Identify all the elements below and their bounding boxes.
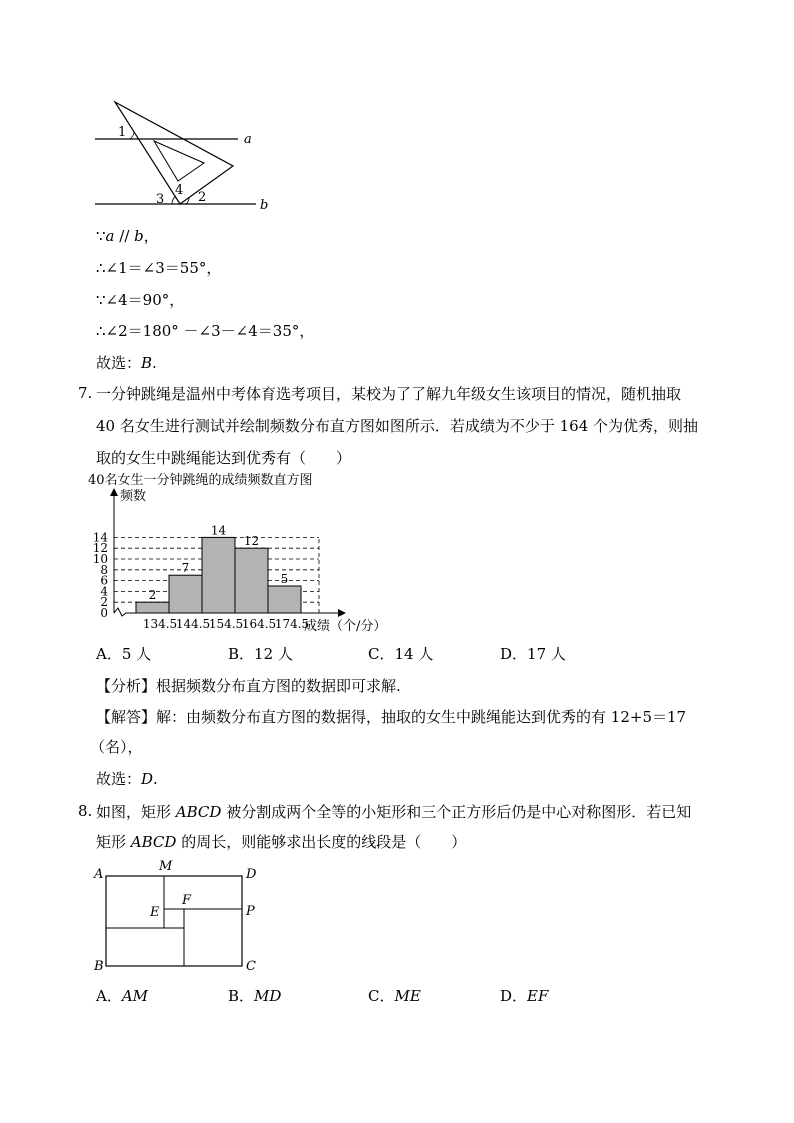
q6-step — [96, 320, 314, 341]
q7-option-d[interactable]: D．17 人 — [500, 645, 566, 663]
q6-step — [96, 257, 221, 278]
label-B: B — [94, 959, 104, 974]
x-tick-label: 144.5 — [175, 617, 211, 631]
q6-step-part: ∠1＝∠3＝55°， — [105, 259, 222, 277]
q6-step-part: // — [114, 227, 135, 245]
q8-text-line2: 矩形 ABCD 的周长，则能够求出长度的线段是（ ） — [96, 833, 467, 851]
x-axis-arrow — [338, 609, 346, 617]
histogram-bar — [202, 537, 235, 613]
q6-step-symbol: ∴ — [96, 259, 106, 277]
q6-answer-letter: B — [141, 354, 153, 372]
q8-option-d[interactable]: D．EF — [500, 987, 549, 1005]
y-tick-label: 6 — [100, 573, 108, 588]
q6-step-symbol: ∴ — [96, 322, 106, 340]
y-axis-arrow — [110, 488, 118, 496]
q7-text-line3: 取的女生中跳绳能达到优秀有（ ） — [96, 449, 352, 467]
chart-title: 40名女生一分钟跳绳的成绩频数直方图 — [88, 473, 313, 488]
y-tick-label: 12 — [92, 541, 108, 556]
x-tick-label: 174.5 — [274, 617, 310, 631]
angle-label-4: 4 — [175, 183, 184, 198]
q6-figure — [90, 96, 280, 216]
y-tick-label: 14 — [92, 530, 108, 545]
angle-label-3: 3 — [156, 192, 165, 207]
q7-text-line1: 一分钟跳绳是温州中考体育选考项目，某校为了了解九年级女生该项目的情况，随机抽取 — [96, 385, 682, 403]
bar-value-label: 2 — [148, 588, 157, 603]
rectangle-abcd — [106, 876, 242, 966]
y-tick-label: 4 — [100, 584, 108, 599]
label-D: D — [246, 867, 257, 882]
q6-step-part: ∠4＝90°， — [105, 291, 185, 309]
bar-value-label: 12 — [243, 534, 260, 549]
y-tick-label: 2 — [100, 595, 108, 610]
q7-answer-letter: D — [141, 770, 154, 788]
label-E: E — [150, 905, 160, 920]
q8-option-b[interactable]: B．MD — [228, 987, 282, 1005]
histogram-bar — [169, 575, 202, 613]
q6-step-part: ∠2＝180° －∠3－∠4＝35°， — [105, 322, 315, 340]
q7-number: 7. — [78, 384, 93, 402]
label-A: A — [94, 867, 104, 882]
label-C: C — [246, 959, 256, 974]
y-tick-label: 10 — [92, 552, 108, 566]
chart-xlabel: 成绩（个/分） — [304, 619, 387, 634]
histogram-bar — [235, 548, 268, 613]
bar-value-label: 5 — [280, 572, 289, 586]
q6-step-symbol: ∵ — [96, 291, 106, 309]
label-M: M — [159, 859, 173, 874]
label-P: P — [246, 904, 255, 919]
bar-value-label: 7 — [181, 561, 190, 576]
q6-step — [96, 225, 159, 246]
histogram-bar — [268, 586, 301, 613]
q7-answer: 故选：D. — [96, 770, 158, 788]
chart-ylabel: 频数 — [120, 489, 147, 504]
q6-step-part: b — [134, 227, 144, 245]
y-tick-label: 0 — [100, 606, 108, 620]
q8-rectangle-figure — [88, 856, 268, 978]
solution-tag: 【解答】 — [96, 708, 157, 726]
q7-histogram — [86, 468, 406, 638]
analysis-tag: 【分析】 — [96, 677, 157, 695]
q6-step-part: a — [105, 227, 115, 245]
q7-solution-line1: 【解答】解：由频数分布直方图的数据得，抽取的女生中跳绳能达到优秀的有 12+5＝17 — [96, 708, 687, 726]
q7-text-line2: 40 名女生进行测试并绘制频数分布直方图如图所示．若成绩为不少于 164 个为优秀，则抽 — [96, 417, 699, 435]
line-label-a: a — [244, 132, 252, 147]
histogram-bar — [136, 602, 169, 613]
q8-number: 8. — [78, 802, 93, 820]
q8-text-line1: 如图，矩形 ABCD 被分割成两个全等的小矩形和三个正方形后仍是中心对称图形．若已知 — [96, 803, 692, 821]
q7-analysis: 【分析】根据频数分布直方图的数据即可求解. — [96, 677, 401, 695]
q6-step — [96, 289, 184, 310]
line-label-b: b — [260, 198, 269, 213]
bar-value-label: 14 — [210, 523, 227, 538]
q7-option-c[interactable]: C．14 人 — [368, 645, 434, 663]
q6-step-part: ， — [143, 227, 159, 245]
label-F: F — [182, 893, 192, 908]
angle-label-1: 1 — [118, 125, 127, 140]
q8-option-c[interactable]: C．ME — [368, 987, 421, 1005]
q7-option-b[interactable]: B．12 人 — [228, 645, 293, 663]
x-tick-label: 164.5 — [241, 617, 277, 631]
q7-solution-line2: （名）， — [90, 738, 143, 756]
q7-option-a[interactable]: A．5 人 — [96, 645, 152, 663]
y-tick-label: 8 — [100, 562, 108, 577]
angle-label-2: 2 — [198, 190, 207, 205]
set-square-outer — [115, 102, 233, 204]
q8-option-a[interactable]: A．AM — [96, 987, 149, 1005]
x-tick-label: 134.5 — [142, 617, 178, 631]
q6-step-symbol: ∵ — [96, 227, 106, 245]
x-tick-label: 154.5 — [208, 617, 244, 631]
q6-answer: 故选：B. — [96, 354, 157, 372]
